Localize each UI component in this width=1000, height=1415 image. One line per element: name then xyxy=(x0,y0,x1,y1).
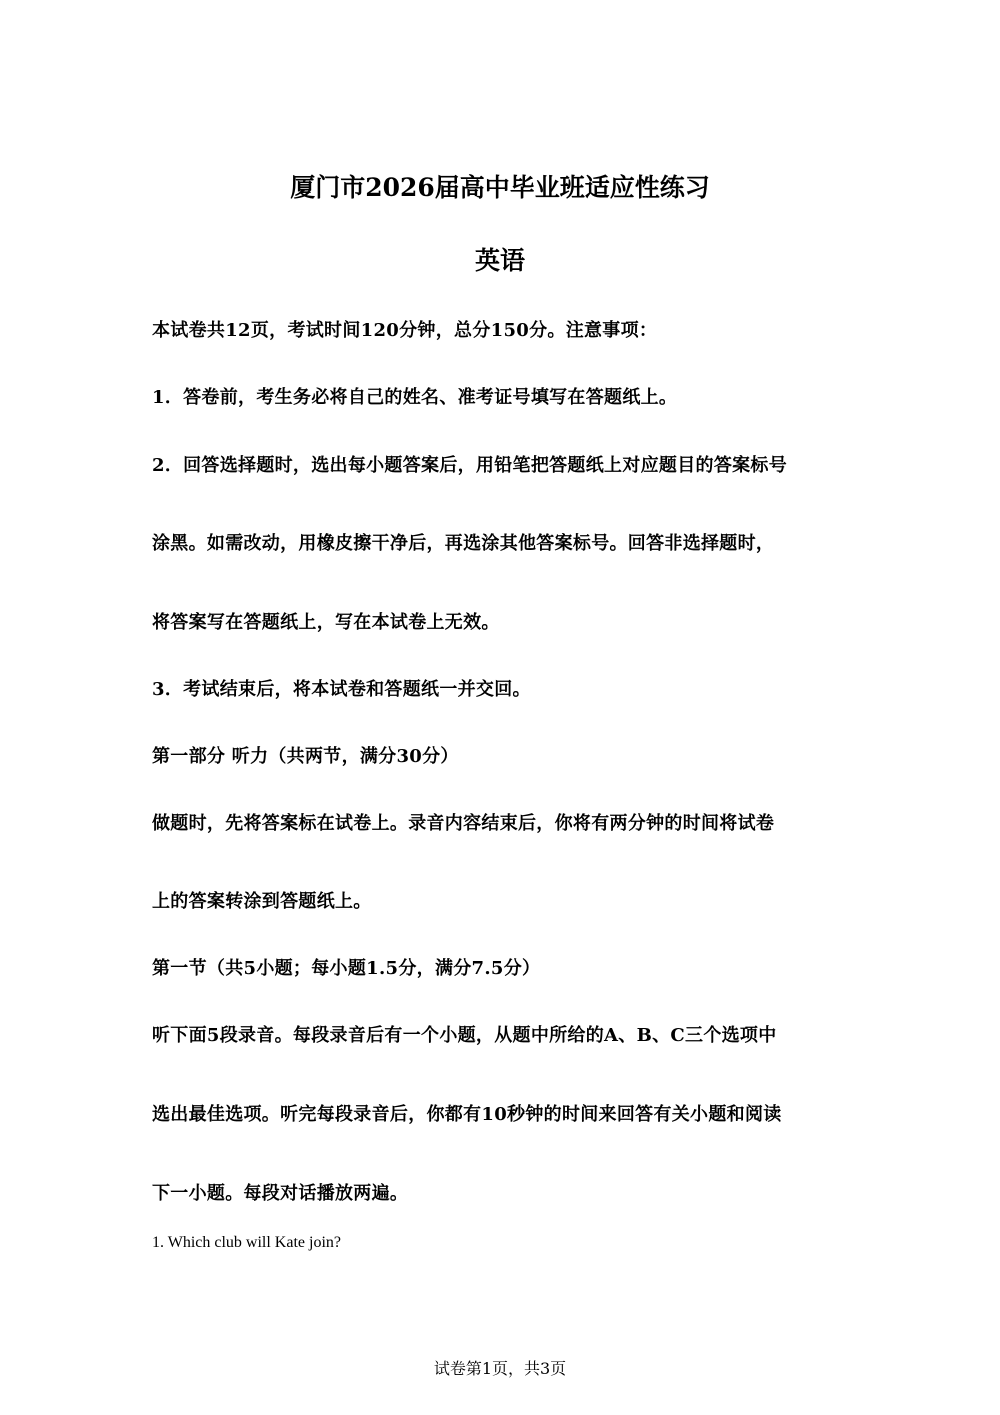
exam-title: 厦门市2026届高中毕业班适应性练习 xyxy=(290,173,710,202)
part1-note-line-2: 上的答案转涂到答题纸上。 xyxy=(152,891,372,912)
instruction-item-2-line-1: 2．回答选择题时，选出每小题答案后，用铅笔把答题纸上对应题目的答案标号 xyxy=(152,455,788,476)
question-1: 1. Which club will Kate join? xyxy=(152,1234,341,1251)
exam-subject: 英语 xyxy=(474,246,525,275)
section1-directions-line-2: 选出最佳选项。听完每段录音后，你都有10秒钟的时间来回答有关小题和阅读 xyxy=(152,1104,782,1125)
instruction-item-1: 1．答卷前，考生务必将自己的姓名、准考证号填写在答题纸上。 xyxy=(152,387,678,408)
instructions-intro: 本试卷共12页，考试时间120分钟，总分150分。注意事项： xyxy=(152,320,658,341)
page-footer: 试卷第1页，共3页 xyxy=(433,1359,567,1378)
instruction-item-2-line-3: 将答案写在答题纸上，写在本试卷上无效。 xyxy=(152,612,500,633)
part1-heading: 第一部分 听力（共两节，满分30分） xyxy=(152,746,459,767)
section1-directions-line-3: 下一小题。每段对话播放两遍。 xyxy=(152,1183,409,1204)
section1-directions-line-1: 听下面5段录音。每段录音后有一个小题，从题中所给的A、B、C三个选项中 xyxy=(152,1025,777,1046)
instruction-item-3: 3．考试结束后，将本试卷和答题纸一并交回。 xyxy=(152,679,531,700)
part1-note-line-1: 做题时，先将答案标在试卷上。录音内容结束后，你将有两分钟的时间将试卷 xyxy=(152,813,775,834)
instruction-item-2-line-2: 涂黑。如需改动，用橡皮擦干净后，再选涂其他答案标号。回答非选择题时， xyxy=(152,533,775,554)
section1-heading: 第一节（共5小题；每小题1.5分，满分7.5分） xyxy=(152,958,541,979)
